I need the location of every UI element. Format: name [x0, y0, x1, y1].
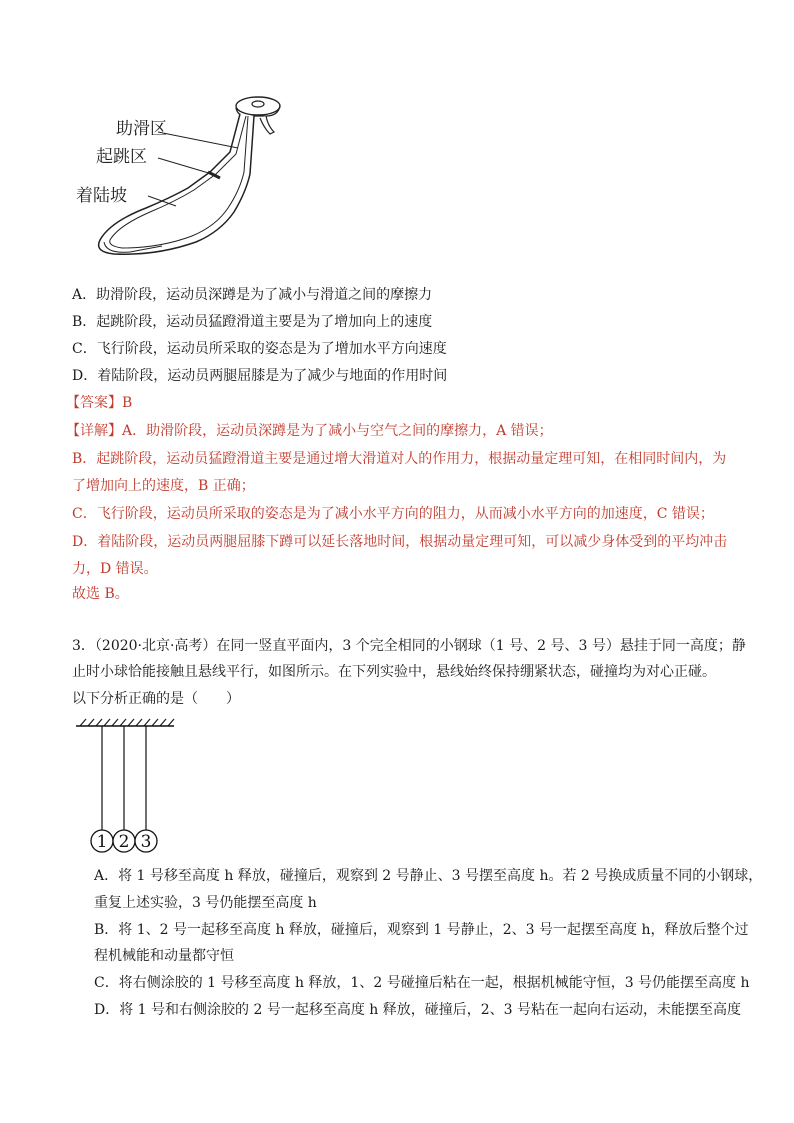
q2-detail-line-4: C．飞行阶段，运动员所采取的姿态是为了减小水平方向的阻力，从而减小水平方向的加速度，C 错误；: [72, 506, 714, 522]
q2-conclusion: 故选 B。: [72, 586, 129, 602]
ball-2-label: 2: [118, 832, 130, 852]
pendulum-drawing: [72, 716, 182, 862]
q2-detail-line-1: [66, 421, 553, 441]
q2-option-c: C．飞行阶段，运动员所采取的姿态是为了增加水平方向速度: [72, 341, 447, 357]
q3-option-d: D．将 1 号和右侧涂胶的 2 号一起移至高度 h 释放，碰撞后，2、3 号粘在一起向右运动，未能摆至高度: [94, 1002, 742, 1018]
q2-detail-line-6: 力，D 错误。: [72, 561, 158, 577]
pendulum-figure: [72, 716, 182, 862]
q3-option-b-line-1: B．将 1、2 号一起移至高度 h 释放，碰撞后，观察到 1 号静止，2、3 号一起摆至高度 h，释放后整个过: [94, 922, 749, 938]
q2-detail-text-1: A．助滑阶段，运动员深蹲是为了减小与空气之间的摩擦力，A 错误；: [122, 423, 553, 439]
ball-1-label: 1: [96, 832, 108, 852]
q3-option-b-line-2: 程机械能和动量都守恒: [94, 948, 234, 964]
q2-detail-line-2: B．起跳阶段，运动员猛蹬滑道主要是通过增大滑道对人的作用力，根据动量定理可知，在相同时间内，为: [72, 451, 727, 467]
q2-detail-line-3: 了增加向上的速度，B 正确；: [72, 478, 255, 494]
ball-3-label: 3: [140, 832, 152, 852]
q2-option-b: B．起跳阶段，运动员猛蹬滑道主要是为了增加向上的速度: [72, 314, 433, 330]
ski-jump-figure: [70, 92, 290, 272]
ski-jump-drawing: [70, 92, 290, 272]
q3-stem-line-1: 3．（2020·北京·高考）在同一竖直平面内，3 个完全相同的小钢球（1 号、2 号、3 号）悬挂于同一高度；静: [72, 638, 746, 654]
label-landing-slope: 着陆坡: [76, 186, 127, 206]
q3-option-a-line-1: A．将 1 号移至高度 h 释放，碰撞后，观察到 2 号静止、3 号摆至高度 h。若 2 号换成质量不同的小钢球，: [94, 868, 763, 884]
q2-detail-tag: 【详解】: [66, 423, 122, 439]
q2-answer: 【答案】B: [66, 395, 133, 411]
q2-option-d: D．着陆阶段，运动员两腿屈膝是为了减少与地面的作用时间: [72, 368, 448, 384]
q2-option-a: A．助滑阶段，运动员深蹲是为了减小与滑道之间的摩擦力: [72, 287, 433, 303]
q2-detail-line-5: D．着陆阶段，运动员两腿屈膝下蹲可以延长落地时间，根据动量定理可知，可以减少身体受到的平均冲击: [72, 534, 728, 550]
q3-stem-line-2: 止时小球恰能接触且悬线平行，如图所示。在下列实验中，悬线始终保持绷紧状态，碰撞均为对心正碰。: [72, 664, 716, 680]
label-approach-zone: 助滑区: [116, 119, 167, 139]
q3-option-a-line-2: 重复上述实验，3 号仍能摆至高度 h: [94, 895, 317, 911]
q3-stem-line-3: 以下分析正确的是（ ）: [72, 691, 240, 707]
label-takeoff-zone: 起跳区: [96, 147, 147, 167]
q3-option-c: C．将右侧涂胶的 1 号移至高度 h 释放，1、2 号碰撞后粘在一起，根据机械能守恒，3 号仍能摆至高度 h: [94, 975, 750, 991]
